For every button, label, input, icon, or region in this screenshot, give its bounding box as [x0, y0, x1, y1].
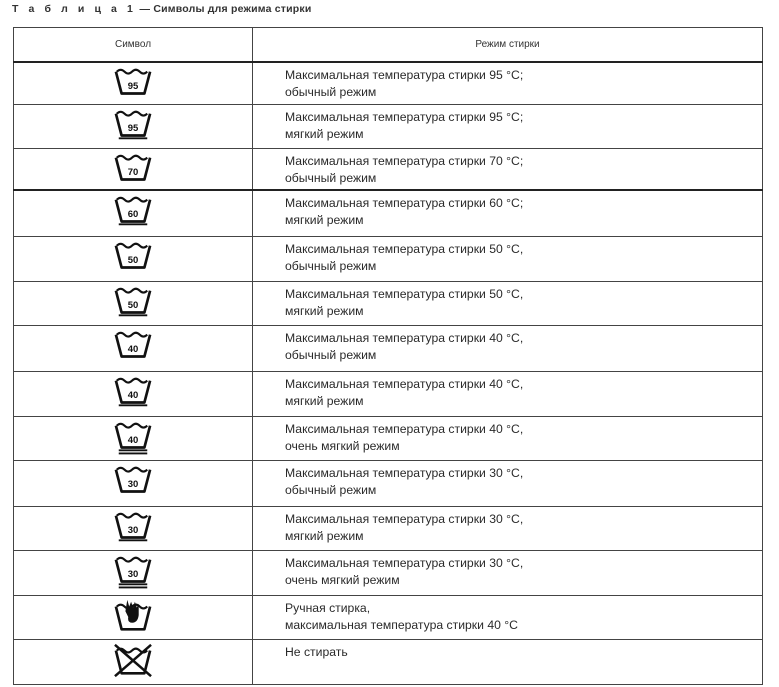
symbol-cell [14, 550, 253, 595]
table-row [14, 595, 763, 639]
mode-cell [253, 236, 763, 281]
wash-tub-40-gentle-icon [111, 374, 155, 412]
wash-temperature-label: 50 [127, 299, 139, 311]
wash-tub-waves [117, 288, 147, 292]
wash-tub-30-very-gentle-icon [111, 553, 155, 591]
mode-cell [253, 148, 763, 190]
wash-tub-70-normal-icon [111, 151, 155, 189]
wash-temperature-label: 95 [127, 122, 139, 134]
mode-line-1: Максимальная температура стирки 30 °С, [285, 555, 524, 570]
table-caption-label: Т а б л и ц а 1 [12, 3, 137, 15]
header-mode: Режим стирки [253, 28, 763, 63]
wash-tub-waves [117, 70, 147, 74]
table-row [14, 281, 763, 325]
mode-cell [253, 460, 763, 506]
table-row [14, 104, 763, 148]
table-row [14, 325, 763, 371]
mode-cell [253, 104, 763, 148]
wash-temperature-label: 40 [127, 434, 139, 446]
symbol-cell [14, 190, 253, 236]
mode-cell [253, 416, 763, 460]
wash-tub-30-normal-icon [111, 463, 155, 501]
mode-cell [253, 62, 763, 104]
hand-shape [125, 599, 138, 622]
mode-line-2: мягкий режим [285, 303, 364, 318]
wash-tub-waves [117, 198, 147, 202]
mode-line-1: Максимальная температура стирки 30 °С, [285, 511, 524, 526]
mode-line-1: Максимальная температура стирки 50 °С, [285, 241, 524, 256]
wash-tub-95-normal-icon [111, 65, 155, 103]
mode-cell [253, 371, 763, 416]
wash-symbols-table [13, 27, 763, 685]
mode-line-1: Максимальная температура стирки 60 °С; [285, 196, 524, 210]
mode-cell [253, 190, 763, 236]
symbol-cell [14, 595, 253, 639]
wash-tub-waves [117, 155, 147, 159]
mode-line-2: обычный режим [285, 85, 377, 99]
mode-cell [253, 595, 763, 639]
wash-temperature-label: 60 [127, 208, 139, 220]
mode-line-2: мягкий режим [285, 393, 364, 408]
symbol-cell [14, 104, 253, 148]
wash-tub-waves [117, 378, 147, 382]
mode-cell [253, 281, 763, 325]
mode-line-1: Максимальная температура стирки 70 °С; [285, 153, 524, 168]
mode-line-2: мягкий режим [285, 126, 364, 141]
wash-tub-50-normal-icon [111, 239, 155, 277]
table-row [14, 639, 763, 684]
wash-tub-waves [117, 467, 147, 471]
mode-cell [253, 550, 763, 595]
table-row [14, 416, 763, 460]
wash-temperature-label: 50 [127, 254, 139, 266]
symbol-cell [14, 639, 253, 684]
mode-line-1: Максимальная температура стирки 95 °С; [285, 109, 524, 124]
mode-line-2: обычный режим [285, 170, 377, 185]
mode-line-2: обычный режим [285, 482, 377, 497]
table-row [14, 550, 763, 595]
mode-line-1: Максимальная температура стирки 40 °С, [285, 330, 524, 345]
table-header-row [14, 28, 763, 63]
table-caption-title: — Символы для режима стирки [139, 3, 312, 15]
mode-line-2: обычный режим [285, 347, 377, 362]
mode-line-2: очень мягкий режим [285, 572, 400, 587]
symbol-cell [14, 236, 253, 281]
symbol-cell [14, 325, 253, 371]
wash-tub-waves [117, 111, 147, 115]
wash-tub-40-very-gentle-icon [111, 419, 155, 457]
wash-temperature-label: 40 [127, 389, 139, 401]
table-row [14, 236, 763, 281]
table-row [14, 371, 763, 416]
wash-temperature-label: 70 [127, 166, 139, 178]
symbol-cell [14, 62, 253, 104]
wash-tub-95-gentle-icon [111, 107, 155, 145]
table-row [14, 460, 763, 506]
mode-line-1: Максимальная температура стирки 30 °С, [285, 465, 524, 480]
mode-line-1: Максимальная температура стирки 95 °С; [285, 68, 524, 82]
wash-temperature-label: 40 [127, 343, 139, 355]
symbol-cell [14, 148, 253, 190]
wash-tub-waves [117, 243, 147, 247]
wash-temperature-label: 30 [127, 568, 139, 580]
table-body [14, 62, 763, 684]
wash-tub-60-gentle-icon [111, 193, 155, 231]
table-row [14, 148, 763, 190]
table-row [14, 190, 763, 236]
mode-line-2: обычный режим [285, 258, 377, 273]
wash-tub-waves [117, 513, 147, 517]
wash-tub-40-normal-icon [111, 328, 155, 366]
mode-line-2: мягкий режим [285, 528, 364, 543]
wash-temperature-label: 30 [127, 478, 139, 490]
table-caption [12, 3, 312, 15]
wash-tub-waves [117, 557, 147, 561]
mode-line-2: мягкий режим [285, 213, 364, 227]
mode-line-2: очень мягкий режим [285, 438, 400, 453]
mode-cell [253, 639, 763, 684]
wash-tub-waves [117, 423, 147, 427]
symbol-cell [14, 416, 253, 460]
table-row [14, 506, 763, 550]
do-not-wash-icon [111, 642, 155, 680]
symbol-cell [14, 506, 253, 550]
mode-line-1: Не стирать [285, 644, 348, 659]
mode-line-1: Максимальная температура стирки 50 °С, [285, 286, 524, 301]
hand-wash-tub-icon [111, 598, 155, 636]
wash-tub-waves [117, 332, 147, 336]
symbol-cell [14, 371, 253, 416]
mode-cell [253, 506, 763, 550]
mode-line-1: Ручная стирка, [285, 600, 371, 615]
symbol-cell [14, 460, 253, 506]
mode-line-1: Максимальная температура стирки 40 °С, [285, 421, 524, 436]
mode-line-2: максимальная температура стирки 40 °С [285, 617, 518, 632]
wash-temperature-label: 30 [127, 524, 139, 536]
header-symbol: Символ [14, 28, 253, 63]
wash-tub-30-gentle-icon [111, 509, 155, 547]
mode-line-1: Максимальная температура стирки 40 °С, [285, 376, 524, 391]
wash-temperature-label: 95 [127, 80, 139, 92]
mode-cell [253, 325, 763, 371]
table-row [14, 62, 763, 104]
wash-tub-50-gentle-icon [111, 284, 155, 322]
symbol-cell [14, 281, 253, 325]
